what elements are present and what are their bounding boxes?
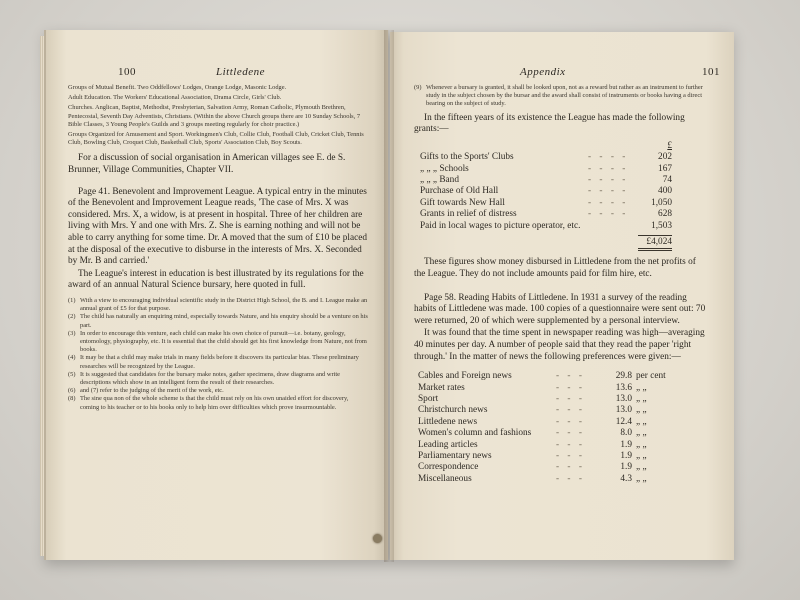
pref-label: Leading articles — [418, 439, 478, 450]
item-number: (5) — [68, 370, 76, 378]
item-number: (8) — [68, 395, 76, 403]
table-row: Women's column and fashions - - - 8.0 „ „ — [418, 428, 647, 439]
table-row: Sport - - - 13.0 „ „ — [418, 394, 647, 405]
grant-value: 74 — [662, 175, 672, 186]
grant-value: 202 — [658, 152, 672, 163]
grants-total-row — [420, 235, 708, 251]
item-text: With a view to encouraging individual scientific study in the District High School, the B. and I. League make an annual grant of £5 for that purpose. — [80, 296, 368, 313]
list-item — [68, 313, 368, 329]
pref-unit: „ „ — [636, 473, 647, 484]
table-row — [420, 221, 708, 232]
regulations-list — [68, 297, 368, 412]
table-row: Christchurch news - - - 13.0 „ „ — [418, 405, 647, 416]
table-row: Cables and Foreign news - - - 29.8 per cent — [418, 371, 666, 382]
pref-value: 12.4 — [615, 416, 632, 427]
note-adult-education: Adult Education. The Workers' Educational Association, Drama Circle, Girls' Club. — [68, 94, 282, 102]
grants-table — [414, 141, 708, 252]
right-page — [390, 32, 734, 560]
pref-label: Miscellaneous — [418, 473, 472, 484]
list-item — [68, 371, 368, 387]
pref-unit: „ „ — [636, 451, 647, 462]
item-text: It is suggested that candidates for the bursary make notes, gather specimens, draw diagrams and write descriptions which show in an intelligent form the result of their researches. — [80, 370, 340, 386]
pref-unit: per cent — [636, 371, 666, 382]
item-number: (9) — [414, 84, 422, 91]
book-gutter — [384, 30, 394, 562]
staple — [373, 534, 382, 543]
table-row: Correspondence - - - 1.9 „ „ — [418, 462, 647, 473]
item-text: Whenever a bursary is granted, it shall be looked upon, not as a reward but rather as an instrument to further study in the subject chosen by the bursar and the award shall consist of instruments or books having a direct bearing on the subject of study. — [426, 84, 703, 108]
note-churches: Churches. Anglican, Baptist, Methodist, Presbyterian, Salvation Army, Roman Catholic, Plymouth Brethren, Pentecostal, Seventh Day Adventists, Christians. (Within the above Church groups there are 10 Sunday Schools, 7 Bible Classes, 3 Young People's Guilds and 3 groups meeting regularly for choir practice.) — [68, 104, 361, 128]
grant-label: „ „ „ Schools — [420, 163, 469, 174]
para-education: The League's interest in education is best illustrated by its regulations for the award of an annual Natural Science bursary, here quoted in full. — [68, 268, 364, 291]
table-row: Gifts to the Sports' Clubs - - - - 202 — [420, 152, 672, 163]
table-row: „ „ „ Band - - - - 74 — [420, 175, 672, 186]
pref-value: 29.8 — [615, 371, 632, 382]
item-number: (3) — [68, 329, 76, 337]
left-content — [68, 84, 368, 412]
item-text: It may be that a child may make trials in many fields before it discovers its particular bias. These preliminary researches will be recognized by the League. — [80, 354, 359, 370]
pref-label: Christchurch news — [418, 405, 488, 416]
pref-label: Parliamentary news — [418, 451, 492, 462]
list-item — [68, 354, 368, 370]
pref-unit: „ „ — [636, 416, 647, 427]
pref-value: 1.9 — [620, 439, 632, 450]
list-item — [414, 84, 708, 109]
pref-unit: „ „ — [636, 382, 647, 393]
pref-unit: „ „ — [636, 405, 647, 416]
pref-unit: „ „ — [636, 462, 647, 473]
table-row: Parliamentary news - - - 1.9 „ „ — [418, 451, 647, 462]
grant-label: „ „ „ Band — [420, 175, 459, 186]
pref-label: Sport — [418, 394, 439, 405]
grants-currency-row — [420, 141, 708, 152]
pref-label: Littledene news — [418, 416, 478, 427]
item-text: The sine qua non of the whole scheme is that the child must rely on his own unaided effort for discovery, coming to his teacher or to his books only to help him over difficulties which prove insurmountable. — [80, 395, 349, 411]
grant-value: 167 — [658, 163, 672, 174]
grant-value: 628 — [658, 209, 672, 220]
pref-unit: „ „ — [636, 439, 647, 450]
pref-unit: „ „ — [636, 428, 647, 439]
grant-label: Gifts to the Sports' Clubs — [420, 152, 514, 163]
grant-value: 1,050 — [651, 197, 672, 208]
pref-label: Market rates — [418, 382, 465, 393]
para-figures: These figures show money disbursed in Littledene from the net profits of the League. They do not include amounts paid for film hire, etc. — [414, 257, 696, 280]
table-row: Purchase of Old Hall - - - - 400 — [420, 186, 672, 197]
list-item — [68, 387, 368, 395]
item-number: (2) — [68, 313, 76, 321]
left-running-head — [118, 66, 368, 78]
right-content — [414, 84, 708, 485]
table-row: Miscellaneous - - - 4.3 „ „ — [418, 473, 647, 484]
item-number: (1) — [68, 296, 76, 304]
currency-symbol: £ — [667, 140, 672, 151]
grant-value: 400 — [658, 186, 672, 197]
para-benevolent-league: Page 41. Benevolent and Improvement League. A typical entry in the minutes of the Benevolent and Improvement League reads, 'The case of Mrs. X was considered. Mrs. X, a widow, is at present in hospital. Three of her children are living with Mrs. Y and one with Mrs. Z. She is earning nothing and will not be able to carry anything for some time. Dr. A moved that the sum of £10 be placed at the disposal of the executive to disburse in the interests of Mrs. X. Seconded by Mr. B and carried.' — [68, 186, 367, 267]
item-text: and (7) refer to the judging of the merit of the work, etc. — [80, 387, 224, 395]
grant-label: Gift towards New Hall — [420, 197, 505, 208]
grant-label: Paid in local wages to picture operator, etc. — [420, 220, 581, 231]
grants-total: £4,024 — [638, 235, 672, 251]
pref-unit: „ „ — [636, 394, 647, 405]
pref-label: Women's column and fashions — [418, 428, 532, 439]
para-reading-habits: Page 58. Reading Habits of Littledene. In 1931 a survey of the reading habits of Littledene was made. 100 copies of a questionnaire were sent out: 70 were returned, 20 of which were supplemented by a personal interview. — [414, 292, 706, 326]
item-text: The child has naturally an enquiring mind, especially towards Nature, and his enquiry should be a venture on his part. — [80, 313, 368, 329]
left-page — [44, 30, 388, 560]
list-item — [68, 297, 368, 313]
grant-label: Grants in relief of distress — [420, 209, 517, 220]
para-time-spent: It was found that the time spent in newspaper reading was high—averaging 40 minutes per day. A number of people said that they read the paper 'right through.' In the matter of news the following preferences were given:— — [414, 328, 705, 362]
item-number: (4) — [68, 354, 76, 362]
left-running-title: Littledene — [216, 66, 265, 78]
pref-value: 8.0 — [620, 428, 632, 439]
list-item — [68, 395, 368, 411]
pref-label: Cables and Foreign news — [418, 371, 512, 382]
reading-preferences-table — [414, 371, 708, 485]
left-page-number: 100 — [118, 66, 136, 78]
pref-value: 1.9 — [620, 451, 632, 462]
para-discussion: For a discussion of social organisation in American villages see E. de S. Brunner, Village Communities, Chapter VII. — [68, 153, 346, 176]
pref-value: 13.6 — [615, 382, 632, 393]
note-amusement-sport: Groups Organized for Amusement and Sport. Workingmen's Club, Collie Club, Football Club, Cricket Club, Tennis Club, Bowling Club, Croquet Club, Basketball Club, Sports' Association Club, Boy Scouts. — [68, 131, 364, 147]
para-grants-intro: In the fifteen years of its existence the League has made the following grants:— — [414, 112, 685, 135]
right-page-number: 101 — [702, 66, 720, 78]
table-row: Gift towards New Hall - - - - 1,050 — [420, 197, 672, 208]
list-item — [68, 330, 368, 355]
item-number: (6) — [68, 387, 76, 395]
pref-label: Correspondence — [418, 462, 479, 473]
pref-value: 13.0 — [615, 394, 632, 405]
grant-label: Purchase of Old Hall — [420, 186, 499, 197]
table-row: Grants in relief of distress - - - - 628 — [420, 209, 672, 220]
table-row: Littledene news - - - 12.4 „ „ — [418, 416, 647, 427]
pref-value: 13.0 — [615, 405, 632, 416]
pref-value: 1.9 — [620, 462, 632, 473]
note-mutual-benefit: Groups of Mutual Benefit. Two Oddfellows' Lodges, Orange Lodge, Masonic Lodge. — [68, 84, 287, 91]
right-running-head — [520, 66, 720, 78]
right-running-title: Appendix — [520, 66, 566, 78]
table-row: Market rates - - - 13.6 „ „ — [418, 382, 647, 393]
item-text: In order to encourage this venture, each child can make his own choice of pursuit—i.e. botany, geology, entomology, physiography, etc. It is essential that the child should get his first knowledge from Nature, not from books. — [80, 329, 367, 354]
table-row: „ „ „ Schools - - - - 167 — [420, 163, 672, 174]
table-row: Leading articles - - - 1.9 „ „ — [418, 439, 647, 450]
grant-value: 1,503 — [651, 220, 672, 231]
pref-value: 4.3 — [620, 473, 632, 484]
